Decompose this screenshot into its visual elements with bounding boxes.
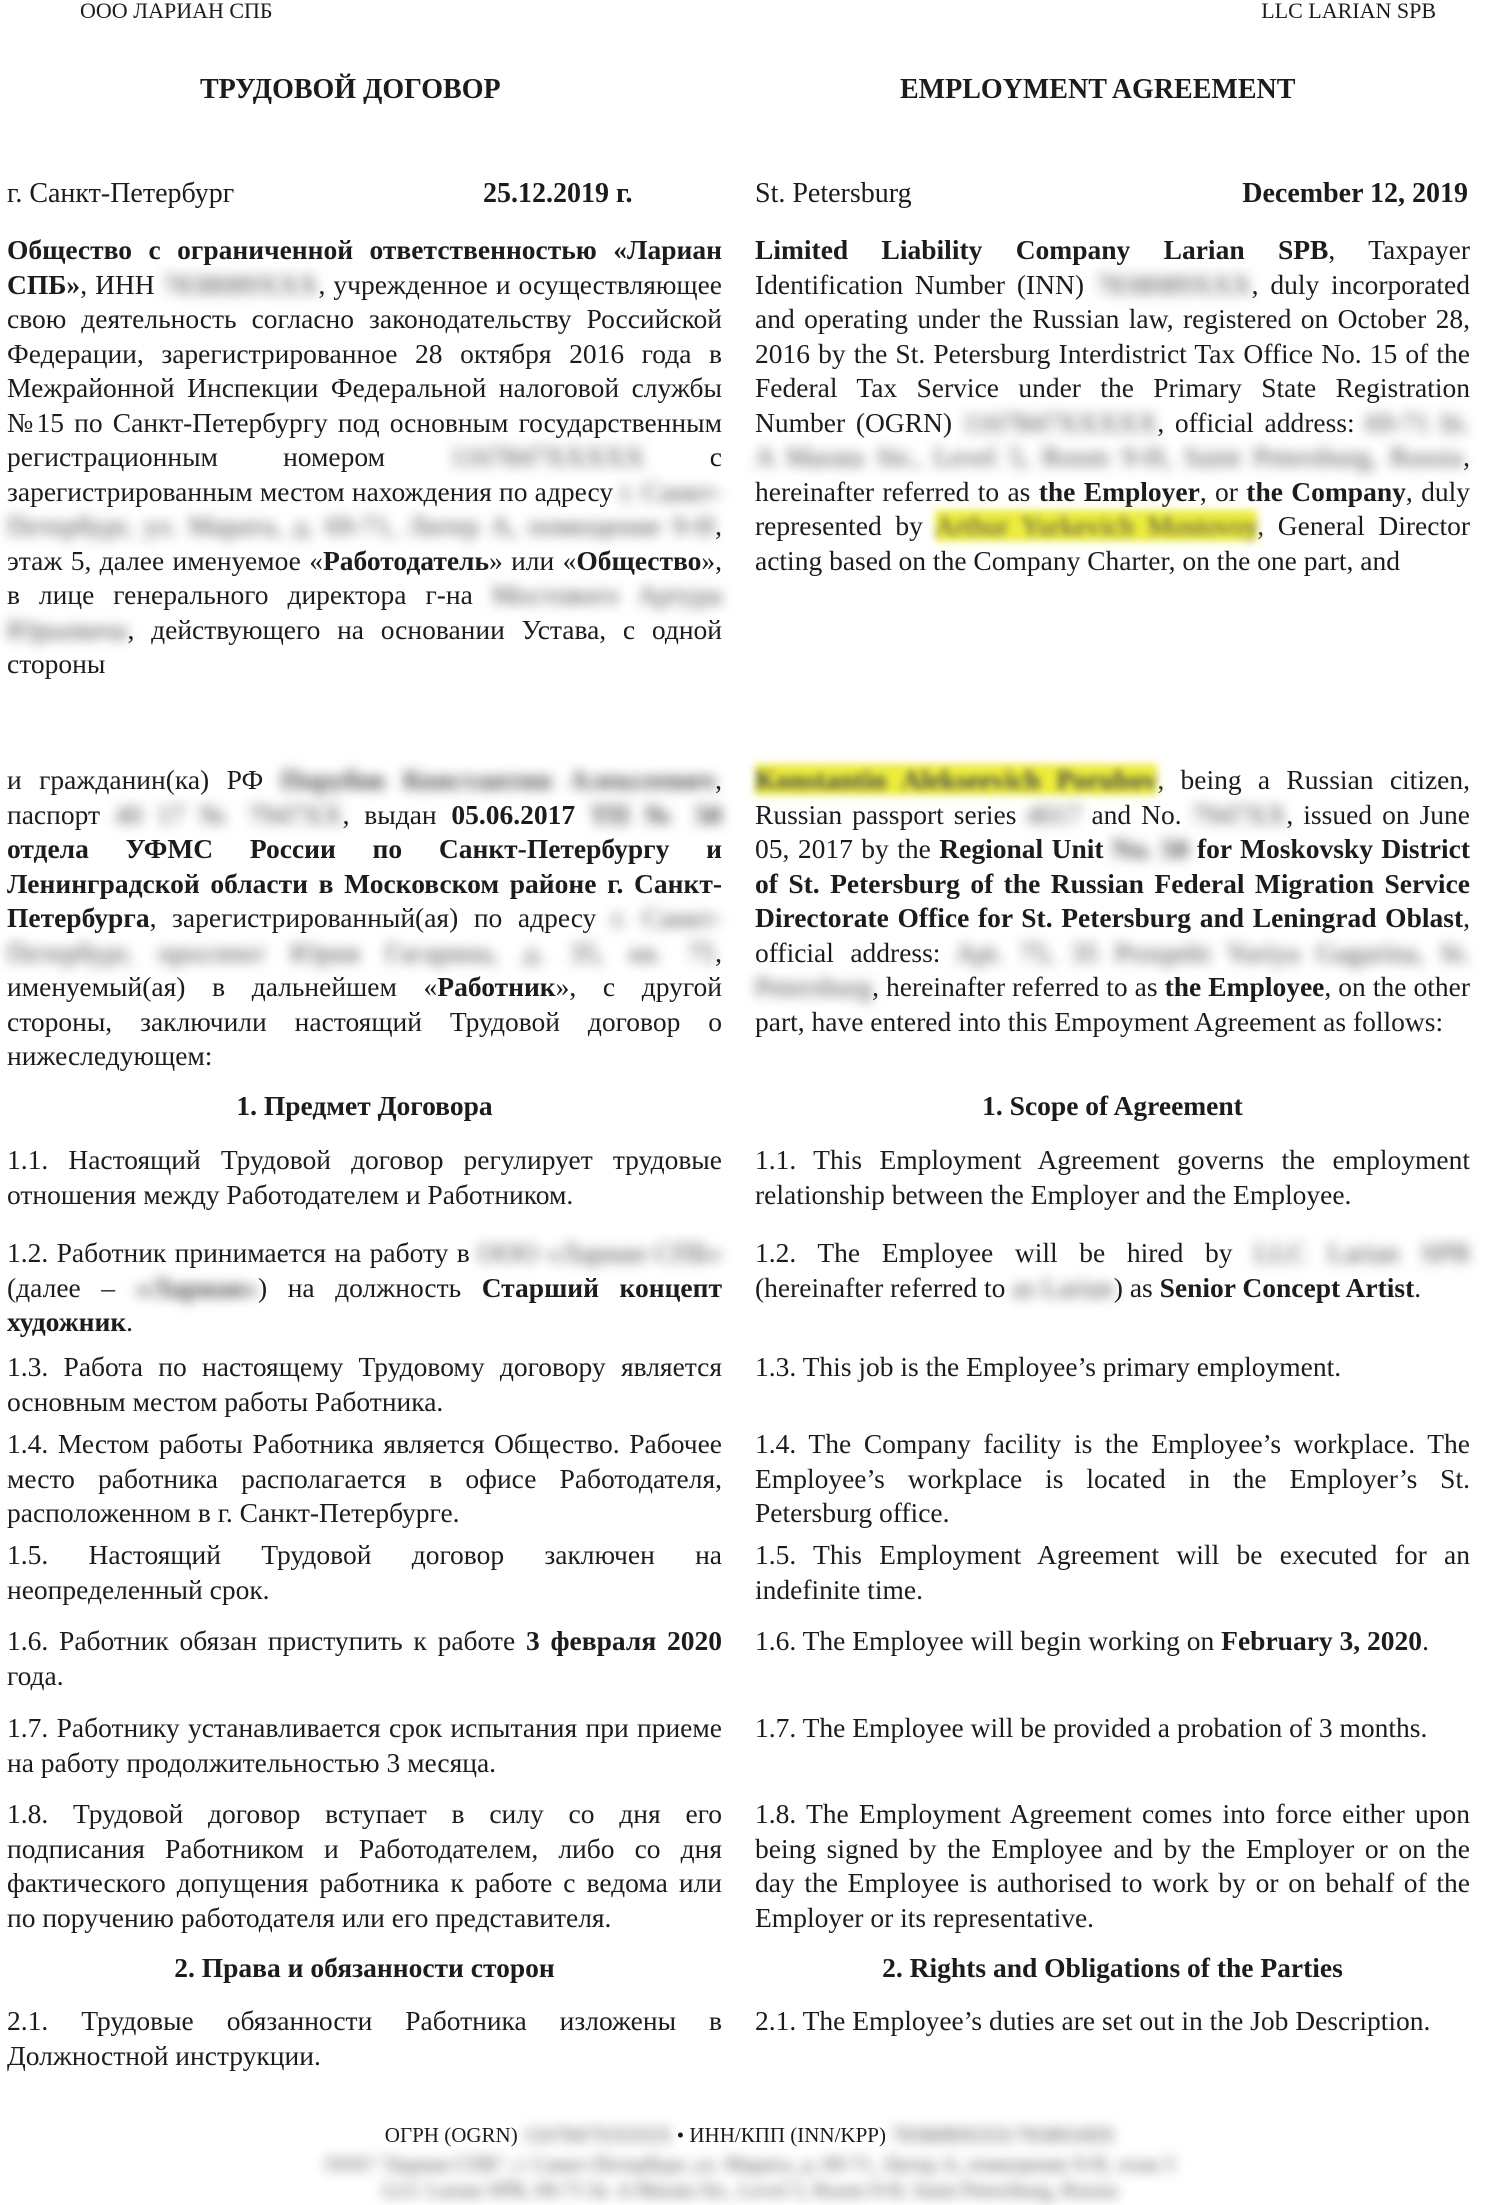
clause-1-5-ru: 1.5. Настоящий Трудовой договор заключен на неопределенный срок.	[7, 1539, 722, 1605]
redacted-inn: 7838089XXX	[162, 268, 319, 300]
redacted-ogrn: 1167847XXXXX	[450, 441, 645, 472]
redacted-inn-kpp: 7838089XXX/78380100X	[891, 2123, 1116, 2147]
city-ru: г. Санкт-Петербург	[7, 178, 235, 209]
company-name-ru: ООО ЛАРИАН СПБ	[80, 0, 273, 23]
redacted-company: ООО «Лариан СПБ»	[478, 1237, 722, 1268]
redacted-company-short: as Larian	[1012, 1271, 1114, 1303]
parties-employee-ru: и гражданин(ка) РФ Порубов Константин Алексеевич, паспорт 40 17 № 7947XX, выдан 05.06.2017 ТП № 50 отдела УФМС России по Санкт-Петербургу и Ленинградской области в Московском районе г. Санкт-Петербурга, зарегистрированный(ая) по адресу г. Санкт-Петербург, проспект Юрия Гагарина, д. 35, кв. 75, именуемый(ая) в дальнейшем «Работник», с другой стороны, заключили настоящий Трудовой договор о нижеследующем:	[7, 764, 722, 1071]
clause-1-2-en: 1.2. The Employee will be hired by LLC Larian SPB (hereinafter referred to as Larian) as Senior Concept Artist.	[755, 1237, 1470, 1303]
clause-1-5-en: 1.5. This Employment Agreement will be executed for an indefinite time.	[755, 1539, 1470, 1605]
redacted-unit: No. 50	[1103, 833, 1189, 864]
redacted-home-address: Apt. 75, 35 Prospekt Yuriya Gagarina, St. Petersburg	[755, 936, 1470, 1002]
parties-employer-ru: Общество с ограниченной ответственностью «Лариан СПБ», ИНН 7838089XXX, учрежденное и осуществляющее свою деятельность согласно законодательству Российской Федерации, зарегистрированное 28 октября 2016 года в Межрайонной Инспекции Федеральной налоговой службы №15 по Санкт-Петербургу под основным государственным регистрационным номером 1167847XXXXX с зарегистрированным местом нахождения по адресу г. Санкт-Петербург, ул. Марата, д. 69-71, Литер А, помещение 9-Н, этаж 5, далее именуемое «Работодатель» или «Общество», в лице генерального директора г-на Мостового Артура Юрьевича, действующего на основании Устава, с одной стороны	[7, 234, 722, 679]
city-en: St. Petersburg	[755, 178, 912, 209]
date-en: December 12, 2019	[1242, 178, 1468, 209]
section-1-heading-ru: 1. Предмет Договора	[236, 1090, 493, 1121]
clause-2-1-en: 2.1. The Employee’s duties are set out in the Job Description.	[755, 2005, 1431, 2036]
section-1-heading-en: 1. Scope of Agreement	[982, 1090, 1243, 1121]
company-name-en: LLC LARIAN SPB	[1261, 0, 1436, 23]
redacted-address: 69-71 lit. A Marata Str., Level 5, Room 9-H, Saint Petersburg, Russia	[755, 406, 1470, 472]
title-en: EMPLOYMENT AGREEMENT	[900, 74, 1296, 105]
footer-address-en: LLC Larian SPB, 69-71 lit. A Marata Str., Level 5, Room 9-H, Saint Petersburg, Russia	[382, 2178, 1118, 2202]
clause-1-8-ru: 1.8. Трудовой договор вступает в силу со дня его подписания Работником и Работодателем, либо со дня фактического допущения работника к работе с ведома или по поручению работодателя или его представителя.	[7, 1798, 722, 1933]
redacted-company: LLC Larian SPB	[1254, 1237, 1470, 1268]
clause-1-2-ru: 1.2. Работник принимается на работу в ООО «Лариан СПБ» (далее – «Лариан») на должность Старший концепт художник.	[7, 1237, 722, 1337]
parties-employee-en: Konstantin Alekseevich Porubov, being a Russian citizen, Russian passport series 4017 and No. 7947XX, issued on June 05, 2017 by the Regional Unit No. 50 for Moskovsky District of St. Petersburg of the Russian Federal Migration Service Directorate Office for St. Petersburg and Leningrad Oblast, official address: Apt. 75, 35 Prospekt Yuriya Gagarina, St. Petersburg, hereinafter referred to as the Employee, on the other part, have entered into this Empoyment Agreement as follows:	[755, 764, 1470, 1037]
clause-1-1-en: 1.1. This Employment Agreement governs the employment relationship between the Employer and the Employee.	[755, 1144, 1470, 1210]
footer-registration: ОГРН (OGRN) 1167847XXXXX • ИНН/КПП (INN/KPP) 7838089XXX/78380100X	[384, 2123, 1116, 2147]
redacted-inn: 7838089XXX	[1095, 268, 1252, 300]
redacted-home-address: г. Санкт-Петербург, проспект Юрия Гагарина, д. 35, кв. 75	[7, 902, 722, 968]
clause-2-1-ru: 2.1. Трудовые обязанности Работника изложены в Должностной инструкции.	[7, 2005, 722, 2071]
redacted-ogrn: 1167847XXXXX	[522, 2123, 672, 2147]
redacted-unit: ТП № 50	[589, 798, 722, 830]
redacted-ogrn: 1167847XXXXX	[962, 406, 1158, 438]
clause-1-7-en: 1.7. The Employee will be provided a probation of 3 months.	[755, 1712, 1428, 1743]
highlighted-director-name: Arthur Yurkevich Mostovoy	[934, 510, 1258, 541]
clause-1-8-en: 1.8. The Employment Agreement comes into force either upon being signed by the Employee and by the Employer or on the day the Employee is authorised to work by or on behalf of the Employer or its representative.	[755, 1798, 1470, 1933]
clause-1-6-en: 1.6. The Employee will begin working on February 3, 2020.	[755, 1625, 1429, 1656]
clause-1-3-en: 1.3. This job is the Employee’s primary employment.	[755, 1351, 1342, 1382]
redacted-passport-series: 4017	[1026, 798, 1082, 830]
clause-1-6-ru: 1.6. Работник обязан приступить к работе 3 февраля 2020 года.	[7, 1625, 723, 1691]
redacted-director-name: Мостового Артура Юрьевича	[7, 579, 722, 645]
clause-1-1-ru: 1.1. Настоящий Трудовой договор регулирует трудовые отношения между Работодателем и Работником.	[7, 1144, 722, 1210]
redacted-passport: 40 17 № 7947XX	[114, 798, 343, 830]
clause-1-4-en: 1.4. The Company facility is the Employee’s workplace. The Employee’s workplace is located in the Employer’s St. Petersburg office.	[755, 1428, 1470, 1528]
highlighted-employee-name: Konstantin Alekseevich Porubov	[755, 764, 1158, 795]
date-ru: 25.12.2019 г.	[483, 178, 633, 209]
parties-employer-en: Limited Liability Company Larian SPB, Taxpayer Identification Number (INN) 7838089XXX, duly incorporated and operating under the Russian law, registered on October 28, 2016 by the St. Petersburg Interdistrict Tax Office No. 15 of the Federal Tax Service under the Primary State Registration Number (OGRN) 1167847XXXXX, official address: 69-71 lit. A Marata Str., Level 5, Room 9-H, Saint Petersburg, Russia, hereinafter referred to as the Employer, or the Company, duly represented by Arthur Yurkevich Mostovoy, General Director acting based on the Company Charter, on the one part, and	[755, 234, 1471, 576]
section-2-heading-ru: 2. Права и обязанности сторон	[174, 1952, 555, 1983]
clause-1-4-ru: 1.4. Местом работы Работника является Общество. Рабочее место работника располагается в офисе Работодателя, расположенном в г. Санкт-Петербурге.	[7, 1428, 722, 1528]
redacted-company-short: «Лариан»	[135, 1271, 259, 1303]
footer-address-ru: ООО "Лариан СПБ", г. Санкт-Петербург, ул. Марата, д. 69-71, Литер А, помещение 9-Н, этаж 5	[324, 2152, 1176, 2176]
section-2-heading-en: 2. Rights and Obligations of the Parties	[882, 1952, 1343, 1983]
clause-1-3-ru: 1.3. Работа по настоящему Трудовому договору является основным местом работы Работника.	[7, 1351, 722, 1417]
redacted-passport-number: 7947XX	[1191, 798, 1287, 830]
redacted-employee-name: Порубов Константин Алексеевич	[280, 764, 716, 795]
title-ru: ТРУДОВОЙ ДОГОВОР	[200, 74, 501, 105]
redacted-address: г. Санкт-Петербург, ул. Марата, д. 69-71, Литер А, помещение 9-Н	[7, 475, 722, 541]
clause-1-7-ru: 1.7. Работнику устанавливается срок испытания при приеме на работу продолжительностью 3 месяца.	[7, 1712, 722, 1778]
